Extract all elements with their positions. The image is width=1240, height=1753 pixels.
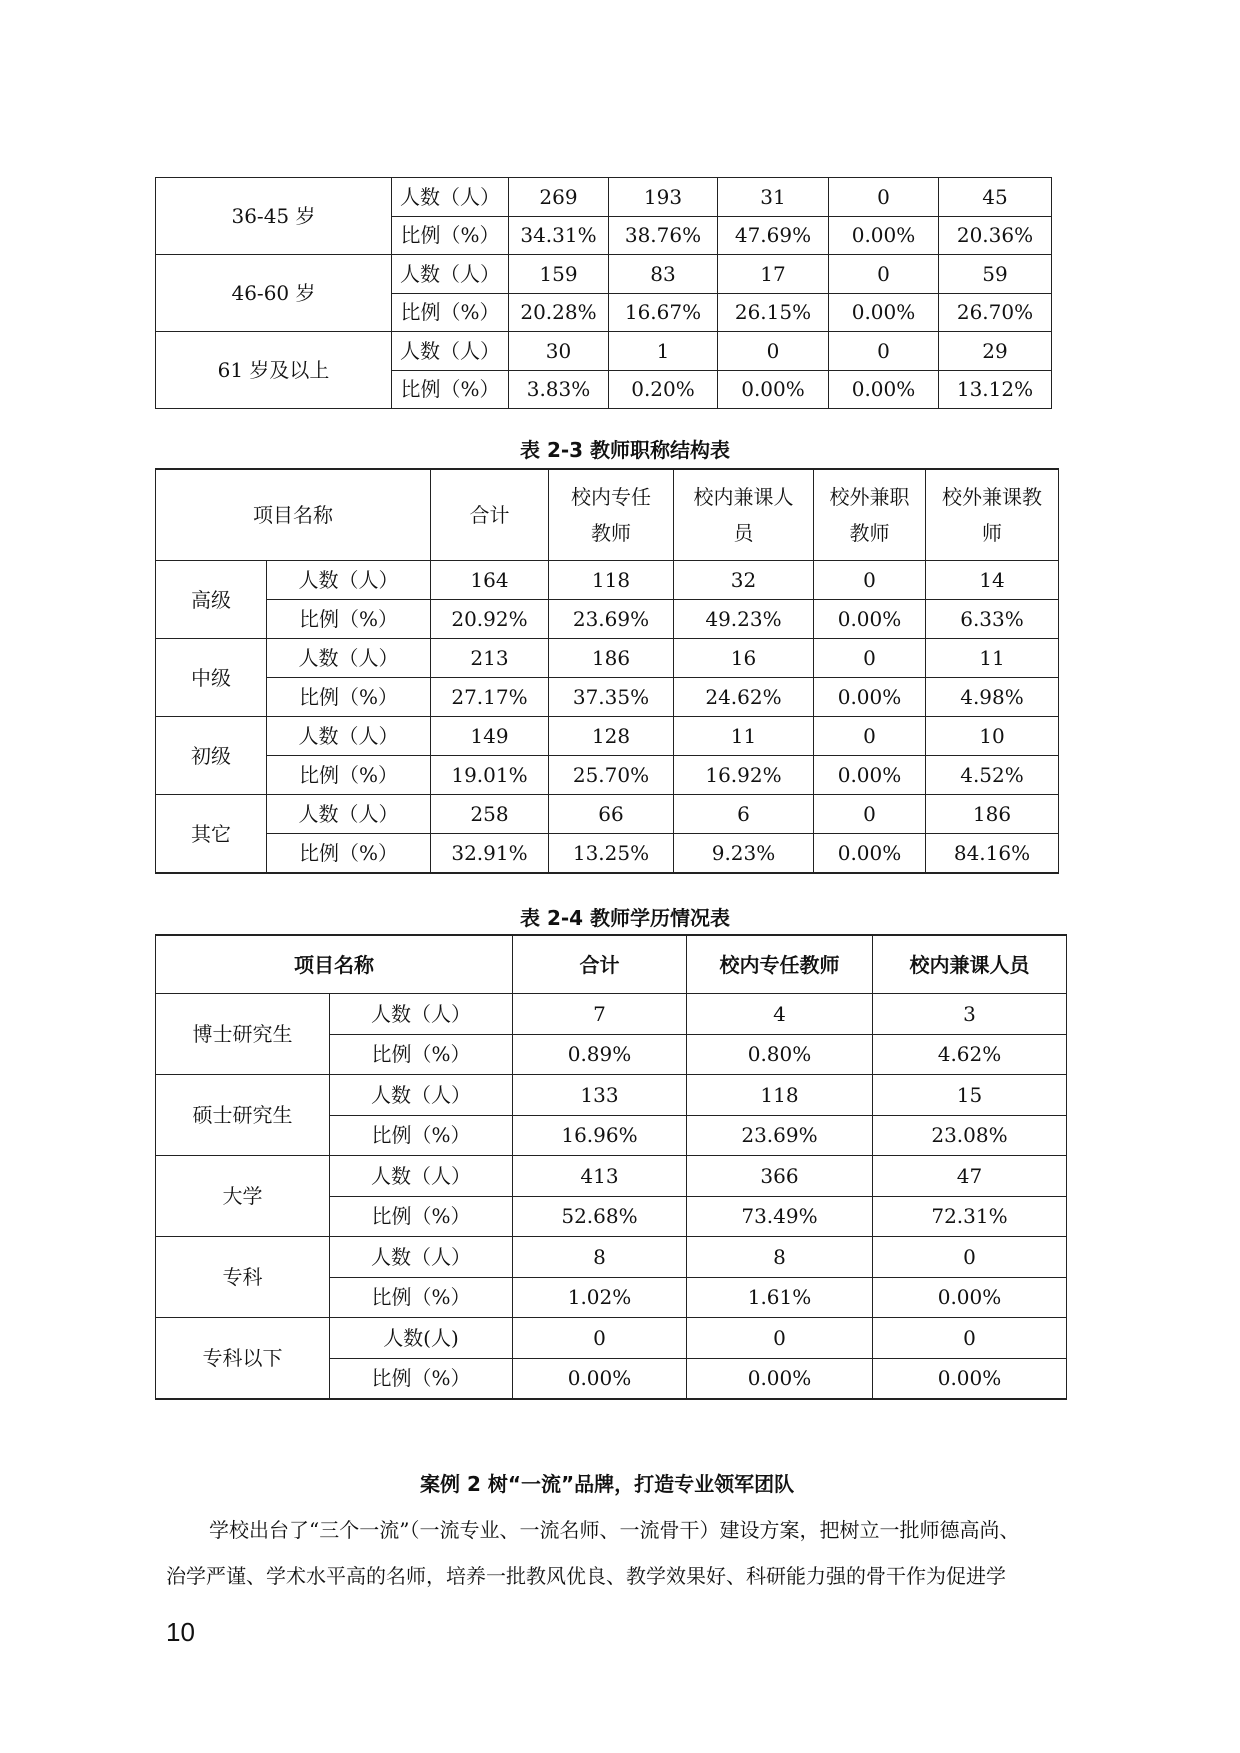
- ratio-label: 比例（%）: [330, 1034, 513, 1075]
- ratio-cell: 73.49%: [687, 1196, 873, 1237]
- table-row: [156, 994, 1067, 1035]
- count-cell: 118: [687, 1075, 873, 1116]
- count-cell: 0: [814, 795, 926, 834]
- count-cell: 32: [674, 561, 814, 600]
- count-cell: 0: [829, 178, 939, 217]
- table-header-row: [156, 935, 1067, 994]
- table-row: [156, 1318, 1067, 1359]
- group-label: 46-60 岁: [156, 255, 392, 332]
- count-label: 人数（人）: [330, 1156, 513, 1197]
- ratio-cell: 37.35%: [549, 678, 674, 717]
- header-fulltime-text: 校内专任教师: [571, 485, 651, 545]
- count-cell: 3: [873, 994, 1067, 1035]
- count-cell: 0: [687, 1318, 873, 1359]
- header-item-name: 项目名称: [156, 469, 431, 561]
- group-label: 专科: [156, 1237, 330, 1318]
- group-label: 初级: [156, 717, 267, 795]
- ratio-label: 比例（%）: [267, 678, 431, 717]
- count-label: 人数（人）: [392, 178, 509, 217]
- count-cell: 0: [873, 1318, 1067, 1359]
- count-cell: 118: [549, 561, 674, 600]
- count-cell: 0: [814, 561, 926, 600]
- count-cell: 8: [513, 1237, 687, 1278]
- count-cell: 413: [513, 1156, 687, 1197]
- count-label: 人数（人）: [392, 255, 509, 294]
- header-fulltime: [549, 469, 674, 561]
- ratio-cell: 0.80%: [687, 1034, 873, 1075]
- ratio-cell: 6.33%: [926, 600, 1059, 639]
- count-label: 人数（人）: [392, 332, 509, 371]
- count-cell: 83: [609, 255, 718, 294]
- ratio-cell: 38.76%: [609, 216, 718, 255]
- ratio-cell: 16.96%: [513, 1115, 687, 1156]
- ratio-cell: 4.62%: [873, 1034, 1067, 1075]
- case-paragraph-line-1: 学校出台了“三个一流”（一流专业、一流名师、一流骨干）建设方案，把树立一批师德高尚、: [209, 1518, 1020, 1542]
- count-label: 人数（人）: [267, 639, 431, 678]
- ratio-cell: 34.31%: [509, 216, 609, 255]
- page-number: 10: [166, 1617, 195, 1647]
- ratio-label: 比例（%）: [267, 756, 431, 795]
- count-cell: 47: [873, 1156, 1067, 1197]
- case-paragraph-line-2: 治学严谨、学术水平高的名师，培养一批教风优良、教学效果好、科研能力强的骨干作为促进学: [166, 1564, 1006, 1588]
- count-cell: 8: [687, 1237, 873, 1278]
- ratio-cell: 49.23%: [674, 600, 814, 639]
- ratio-cell: 0.00%: [829, 216, 939, 255]
- ratio-cell: 84.16%: [926, 834, 1059, 874]
- count-cell: 159: [509, 255, 609, 294]
- ratio-cell: 0.00%: [829, 293, 939, 332]
- ratio-cell: 20.28%: [509, 293, 609, 332]
- ratio-cell: 20.92%: [431, 600, 549, 639]
- ratio-cell: 0.00%: [814, 756, 926, 795]
- ratio-label: 比例（%）: [330, 1196, 513, 1237]
- ratio-cell: 1.61%: [687, 1277, 873, 1318]
- count-cell: 45: [939, 178, 1052, 217]
- header-external-fulltime: [814, 469, 926, 561]
- count-cell: 15: [873, 1075, 1067, 1116]
- ratio-cell: 13.12%: [939, 370, 1052, 409]
- group-label: 大学: [156, 1156, 330, 1237]
- table-row: [156, 795, 1059, 834]
- table-row: [156, 600, 1059, 639]
- ratio-cell: 3.83%: [509, 370, 609, 409]
- ratio-cell: 0.00%: [814, 678, 926, 717]
- group-label: 36-45 岁: [156, 178, 392, 255]
- ratio-cell: 0.00%: [687, 1358, 873, 1399]
- age-structure-table: [155, 177, 1052, 409]
- count-cell: 128: [549, 717, 674, 756]
- count-label: 人数（人）: [330, 994, 513, 1035]
- group-label: 专科以下: [156, 1318, 330, 1400]
- count-label: 人数（人）: [330, 1075, 513, 1116]
- count-cell: 31: [718, 178, 829, 217]
- ratio-cell: 52.68%: [513, 1196, 687, 1237]
- ratio-label: 比例（%）: [392, 293, 509, 332]
- count-cell: 1: [609, 332, 718, 371]
- header-internal-parttime: 校内兼课人员: [873, 935, 1067, 994]
- case-heading: 案例 2 树“一流”品牌，打造专业领军团队: [420, 1472, 795, 1496]
- ratio-label: 比例（%）: [330, 1277, 513, 1318]
- count-label: 人数(人): [330, 1318, 513, 1359]
- header-total: 合计: [431, 469, 549, 561]
- table-row: [156, 1156, 1067, 1197]
- table-row: [156, 678, 1059, 717]
- count-cell: 17: [718, 255, 829, 294]
- ratio-cell: 23.69%: [687, 1115, 873, 1156]
- ratio-label: 比例（%）: [267, 600, 431, 639]
- count-label: 人数（人）: [267, 795, 431, 834]
- ratio-cell: 0.00%: [873, 1358, 1067, 1399]
- count-cell: 29: [939, 332, 1052, 371]
- ratio-cell: 9.23%: [674, 834, 814, 874]
- group-label: 其它: [156, 795, 267, 874]
- ratio-cell: 19.01%: [431, 756, 549, 795]
- table-row: [156, 255, 1052, 294]
- count-label: 人数（人）: [267, 717, 431, 756]
- ratio-cell: 1.02%: [513, 1277, 687, 1318]
- education-table: [155, 934, 1067, 1400]
- count-cell: 0: [829, 255, 939, 294]
- count-cell: 59: [939, 255, 1052, 294]
- ratio-cell: 32.91%: [431, 834, 549, 874]
- count-cell: 14: [926, 561, 1059, 600]
- ratio-cell: 0.00%: [814, 600, 926, 639]
- title-structure-table: [155, 468, 1059, 874]
- ratio-cell: 16.92%: [674, 756, 814, 795]
- count-cell: 4: [687, 994, 873, 1035]
- count-cell: 0: [873, 1237, 1067, 1278]
- count-label: 人数（人）: [267, 561, 431, 600]
- table-row: [156, 561, 1059, 600]
- ratio-cell: 0.00%: [814, 834, 926, 874]
- count-cell: 6: [674, 795, 814, 834]
- table-row: [156, 1075, 1067, 1116]
- ratio-cell: 4.52%: [926, 756, 1059, 795]
- header-total: 合计: [513, 935, 687, 994]
- ratio-cell: 20.36%: [939, 216, 1052, 255]
- ratio-cell: 13.25%: [549, 834, 674, 874]
- count-cell: 10: [926, 717, 1059, 756]
- header-internal-parttime-text: 校内兼课人员: [693, 485, 794, 545]
- count-cell: 133: [513, 1075, 687, 1116]
- ratio-cell: 24.62%: [674, 678, 814, 717]
- ratio-cell: 16.67%: [609, 293, 718, 332]
- count-cell: 149: [431, 717, 549, 756]
- group-label: 中级: [156, 639, 267, 717]
- table-row: [156, 756, 1059, 795]
- ratio-cell: 26.15%: [718, 293, 829, 332]
- group-label: 61 岁及以上: [156, 332, 392, 409]
- count-cell: 193: [609, 178, 718, 217]
- ratio-cell: 0.89%: [513, 1034, 687, 1075]
- ratio-label: 比例（%）: [392, 370, 509, 409]
- header-internal-parttime: [674, 469, 814, 561]
- count-cell: 186: [549, 639, 674, 678]
- ratio-cell: 0.20%: [609, 370, 718, 409]
- ratio-cell: 23.69%: [549, 600, 674, 639]
- ratio-cell: 27.17%: [431, 678, 549, 717]
- header-item-name: 项目名称: [156, 935, 513, 994]
- count-cell: 11: [926, 639, 1059, 678]
- count-cell: 258: [431, 795, 549, 834]
- ratio-cell: 23.08%: [873, 1115, 1067, 1156]
- count-cell: 11: [674, 717, 814, 756]
- count-cell: 186: [926, 795, 1059, 834]
- count-cell: 0: [829, 332, 939, 371]
- count-cell: 0: [513, 1318, 687, 1359]
- table-header-row: [156, 469, 1059, 561]
- ratio-label: 比例（%）: [330, 1115, 513, 1156]
- table-row: [156, 639, 1059, 678]
- ratio-cell: 0.00%: [718, 370, 829, 409]
- table-caption-2-3: 表 2-3 教师职称结构表: [520, 438, 731, 462]
- count-cell: 30: [509, 332, 609, 371]
- header-external-parttime-text: 校外兼课教师: [942, 485, 1042, 545]
- count-cell: 0: [718, 332, 829, 371]
- table-row: [156, 178, 1052, 217]
- count-label: 人数（人）: [330, 1237, 513, 1278]
- ratio-cell: 4.98%: [926, 678, 1059, 717]
- ratio-label: 比例（%）: [392, 216, 509, 255]
- group-label: 高级: [156, 561, 267, 639]
- ratio-cell: 72.31%: [873, 1196, 1067, 1237]
- count-cell: 269: [509, 178, 609, 217]
- table-row: [156, 332, 1052, 371]
- count-cell: 213: [431, 639, 549, 678]
- count-cell: 0: [814, 639, 926, 678]
- ratio-cell: 0.00%: [513, 1358, 687, 1399]
- count-cell: 366: [687, 1156, 873, 1197]
- count-cell: 164: [431, 561, 549, 600]
- header-external-fulltime-text: 校外兼职教师: [829, 485, 910, 545]
- table-caption-2-4: 表 2-4 教师学历情况表: [520, 906, 731, 930]
- header-fulltime: 校内专任教师: [687, 935, 873, 994]
- ratio-cell: 26.70%: [939, 293, 1052, 332]
- ratio-cell: 0.00%: [873, 1277, 1067, 1318]
- ratio-cell: 0.00%: [829, 370, 939, 409]
- count-cell: 16: [674, 639, 814, 678]
- table-row: [156, 717, 1059, 756]
- ratio-label: 比例（%）: [267, 834, 431, 874]
- ratio-cell: 25.70%: [549, 756, 674, 795]
- count-cell: 0: [814, 717, 926, 756]
- table-row: [156, 1237, 1067, 1278]
- count-cell: 66: [549, 795, 674, 834]
- count-cell: 7: [513, 994, 687, 1035]
- group-label: 博士研究生: [156, 994, 330, 1075]
- group-label: 硕士研究生: [156, 1075, 330, 1156]
- ratio-cell: 47.69%: [718, 216, 829, 255]
- ratio-label: 比例（%）: [330, 1358, 513, 1399]
- table-row: [156, 834, 1059, 874]
- header-external-parttime: [926, 469, 1059, 561]
